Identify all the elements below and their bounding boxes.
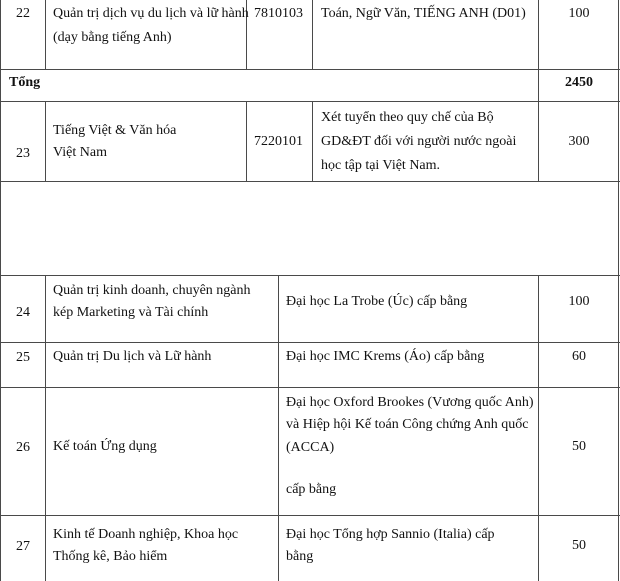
row-divider (1, 69, 620, 70)
program-name: Quản trị kinh doanh, chuyên ngành (53, 283, 251, 298)
quota: 50 (572, 439, 586, 454)
program-name: Việt Nam (53, 145, 107, 160)
quota: 300 (568, 134, 590, 149)
quota: 50 (572, 538, 586, 553)
total-value: 2450 (565, 75, 593, 90)
quota: 100 (568, 294, 590, 309)
degree-partner: (ACCA) (286, 440, 335, 455)
program-name: Kế toán Ứng dụng (53, 439, 157, 454)
quota: 100 (568, 6, 590, 21)
admission-note: GD&ĐT đối với người nước ngoài (321, 134, 517, 149)
row-divider (1, 275, 620, 276)
column-divider (45, 0, 46, 69)
row-divider (1, 515, 620, 516)
program-code: 7810103 (254, 6, 303, 21)
row-divider (1, 342, 620, 343)
program-name: Kinh tế Doanh nghiệp, Khoa học (53, 527, 239, 542)
program-name: Thống kê, Bảo hiểm (53, 549, 168, 564)
quota: 60 (572, 349, 586, 364)
subject-combination: Toán, Ngữ Văn, TIẾNG ANH (D01) (321, 6, 526, 21)
degree-partner: Đại học Tổng hợp Sannio (Italia) cấp (286, 527, 495, 542)
total-label: Tổng (9, 75, 41, 90)
degree-partner: và Hiệp hội Kế toán Công chứng Anh quốc (286, 417, 529, 432)
row-number: 24 (16, 305, 30, 320)
row-number: 27 (16, 539, 30, 554)
row-number: 26 (16, 440, 30, 455)
degree-partner: Đại học La Trobe (Úc) cấp bằng (286, 294, 468, 309)
row-number: 25 (16, 350, 30, 365)
column-divider (246, 101, 247, 181)
column-divider (45, 101, 46, 181)
program-name: Quản trị dịch vụ du lịch và lữ hành (53, 6, 249, 21)
column-divider (45, 275, 46, 581)
admission-note: học tập tại Việt Nam. (321, 158, 441, 173)
program-code: 7220101 (254, 134, 303, 149)
program-name: Quản trị Du lịch và Lữ hành (53, 349, 212, 364)
degree-partner: Đại học IMC Krems (Áo) cấp bằng (286, 349, 485, 364)
column-divider (278, 275, 279, 581)
row-number: 23 (16, 146, 30, 161)
row-divider (1, 181, 620, 182)
admission-note: Xét tuyển theo quy chế của Bộ (321, 110, 494, 125)
program-name: kép Marketing và Tài chính (53, 305, 209, 320)
column-divider (312, 0, 313, 69)
degree-partner: bằng (286, 549, 314, 564)
degree-partner: Đại học Oxford Brookes (Vương quốc Anh) (286, 395, 534, 410)
row-number: 22 (16, 6, 30, 21)
degree-partner: cấp bằng (286, 482, 337, 497)
program-name: Tiếng Việt & Văn hóa (53, 123, 177, 138)
row-divider (1, 101, 620, 102)
program-name: (dạy bằng tiếng Anh) (53, 30, 172, 45)
row-divider (1, 387, 620, 388)
column-divider (312, 101, 313, 181)
